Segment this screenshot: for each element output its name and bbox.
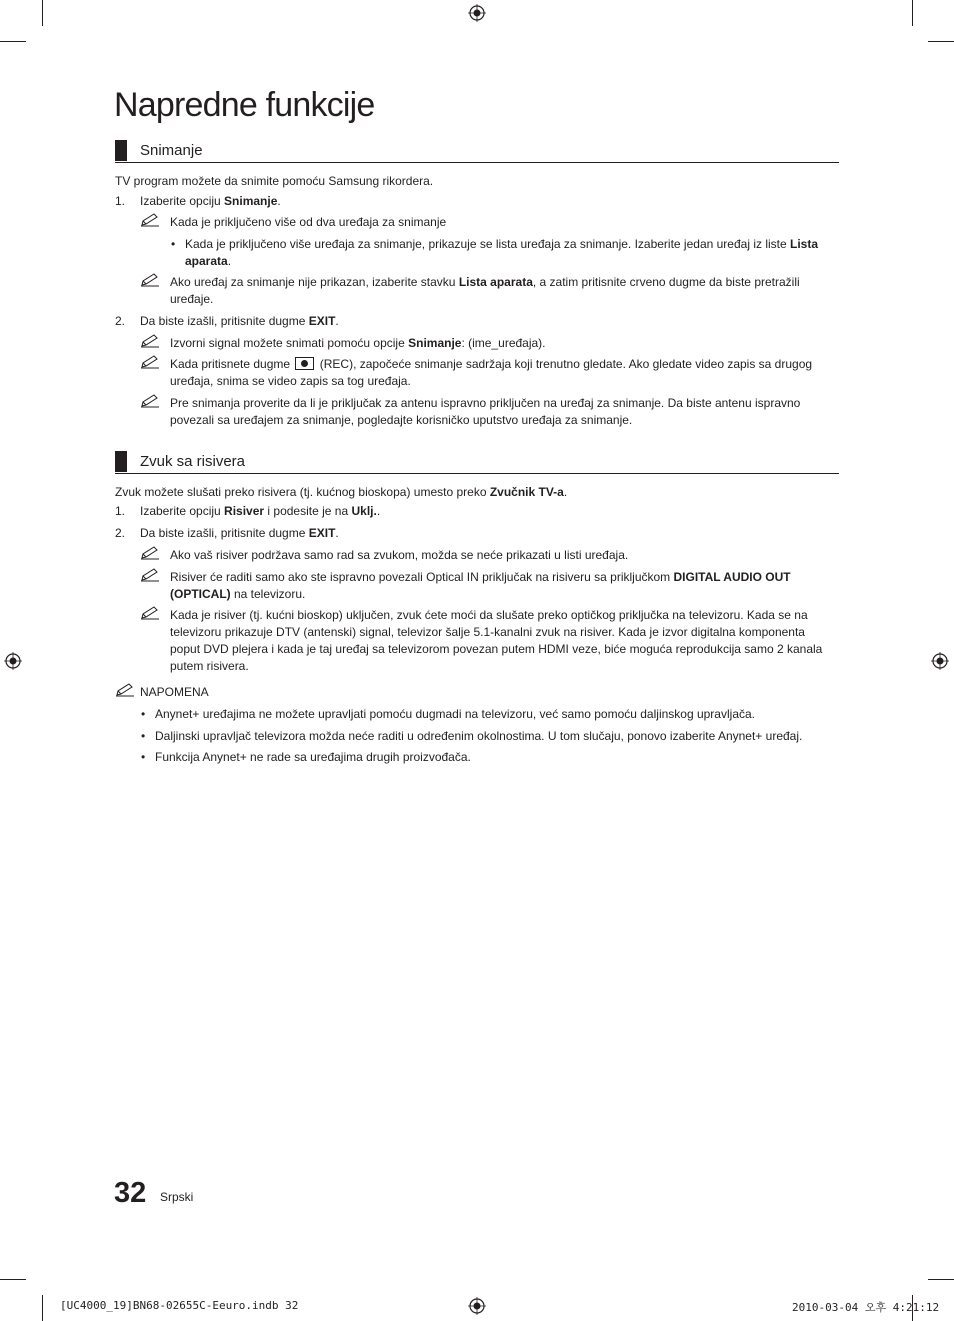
step-number: 2.	[115, 314, 126, 328]
registration-mark-icon	[468, 4, 486, 22]
bullet: •	[141, 707, 146, 721]
registration-mark-icon	[931, 652, 949, 670]
page-number: 32	[114, 1177, 147, 1209]
note-pencil-icon	[140, 273, 160, 287]
note-pencil-icon	[140, 568, 160, 582]
napomena-item: Daljinski upravljač televizora možda neće raditi u određenim okolnostima. U tom slučaju, ponovo izaberite Anynet+ uređaj.	[155, 729, 803, 743]
note-text: Risiver će raditi samo ako ste ispravno povezali Optical IN priključak na risiveru sa priključkom DIGITAL AUDIO OUT (OPTICAL) na televizoru.	[170, 570, 791, 601]
bullet: •	[141, 750, 146, 764]
intro-text: TV program možete da snimite pomoću Samsung rikordera.	[115, 174, 434, 188]
page-title: Napredne funkcije	[114, 86, 375, 124]
step-number: 1.	[115, 194, 126, 208]
step-text: Da biste izašli, pritisnite dugme EXIT.	[140, 526, 339, 540]
footer-file: [UC4000_19]BN68-02655C-Eeuro.indb 32	[60, 1299, 299, 1312]
step-text: Izaberite opciju Snimanje.	[140, 194, 281, 208]
note-text: Ako vaš risiver podržava samo rad sa zvukom, možda se neće prikazati u listi uređaja.	[170, 548, 629, 562]
napomena-item: Funkcija Anynet+ ne rade sa uređajima drugih proizvođača.	[155, 750, 471, 764]
crop-mark	[0, 1279, 26, 1280]
section-heading-zvuk-sa-risivera	[115, 451, 839, 474]
note-pencil-icon	[115, 683, 135, 697]
step-text: Izaberite opciju Risiver i podesite je na Uklj..	[140, 504, 381, 518]
note-text: Izvorni signal možete snimati pomoću opcije Snimanje: (ime_uređaja).	[170, 336, 546, 350]
page-language: Srpski	[160, 1190, 194, 1204]
note-text: Kada pritisnete dugme (REC), započeće snimanje sadržaja koji trenutno gledate. Ako gledate video zapis sa drugog uređaja, snima se video zapis sa tog uređaja.	[170, 357, 813, 388]
registration-mark-icon	[468, 1297, 486, 1315]
note-pencil-icon	[140, 334, 160, 348]
napomena-label: NAPOMENA	[140, 685, 209, 699]
note-pencil-icon	[140, 606, 160, 620]
note-pencil-icon	[140, 213, 160, 227]
section-heading-snimanje	[115, 140, 839, 163]
section-heading-label: Snimanje	[140, 142, 203, 159]
intro-text: Zvuk možete slušati preko risivera (tj. kućnog bioskopa) umesto preko Zvučnik TV-a.	[115, 485, 568, 499]
bullet: •	[141, 729, 146, 743]
napomena-item: Anynet+ uređajima ne možete upravljati pomoću dugmadi na televizoru, već samo pomoću daljinskog upravljača.	[155, 707, 755, 721]
section-heading-label: Zvuk sa risivera	[140, 453, 246, 470]
heading-bar	[115, 140, 127, 161]
registration-mark-icon	[4, 652, 22, 670]
bullet-text: Kada je priključeno više uređaja za snimanje, prikazuje se lista uređaja za snimanje. Izaberite jedan uređaj iz liste Lista aparata.	[185, 237, 819, 268]
note-text: Kada je risiver (tj. kućni bioskop) uključen, zvuk ćete moći da slušate preko optičkog priključka na televizoru. Kada se na televizoru prikazuje DTV (antenski) signal, televizor šalje 5.1-kanalni zvuk na risiver. Kada je izvor digitalna komponenta poput DVD plejera i kada je taj uređaj sa televizorom povezan putem HDMI veze, biće moguća reprodukcija samo 2 kanala putem risivera.	[170, 608, 823, 673]
note-text: Ako uređaj za snimanje nije prikazan, izaberite stavku Lista aparata, a zatim pritisnite crveno dugme da biste pretražili uređaje.	[170, 275, 800, 306]
note-text: Pre snimanja proverite da li je priključak za antenu ispravno priključen na uređaj za snimanje. Da biste antenu ispravno povezali sa uređajem za snimanje, pogledajte korisničko uputstvo uređaja za snimanje.	[170, 396, 801, 427]
step-number: 1.	[115, 504, 126, 518]
footer-date: 2010-03-04 오후 4:21:12	[792, 1301, 940, 1314]
crop-mark	[912, 0, 913, 26]
note-pencil-icon	[140, 394, 160, 408]
crop-mark	[0, 41, 26, 42]
step-number: 2.	[115, 526, 126, 540]
note-pencil-icon	[140, 546, 160, 560]
note-text: Kada je priključeno više od dva uređaja za snimanje	[170, 215, 447, 229]
bullet: •	[171, 237, 176, 251]
crop-mark	[928, 41, 954, 42]
crop-mark	[928, 1279, 954, 1280]
crop-mark	[42, 0, 43, 26]
rec-button-icon	[295, 357, 314, 370]
step-text: Da biste izašli, pritisnite dugme EXIT.	[140, 314, 339, 328]
crop-mark	[42, 1295, 43, 1321]
heading-bar	[115, 451, 127, 472]
note-pencil-icon	[140, 355, 160, 369]
